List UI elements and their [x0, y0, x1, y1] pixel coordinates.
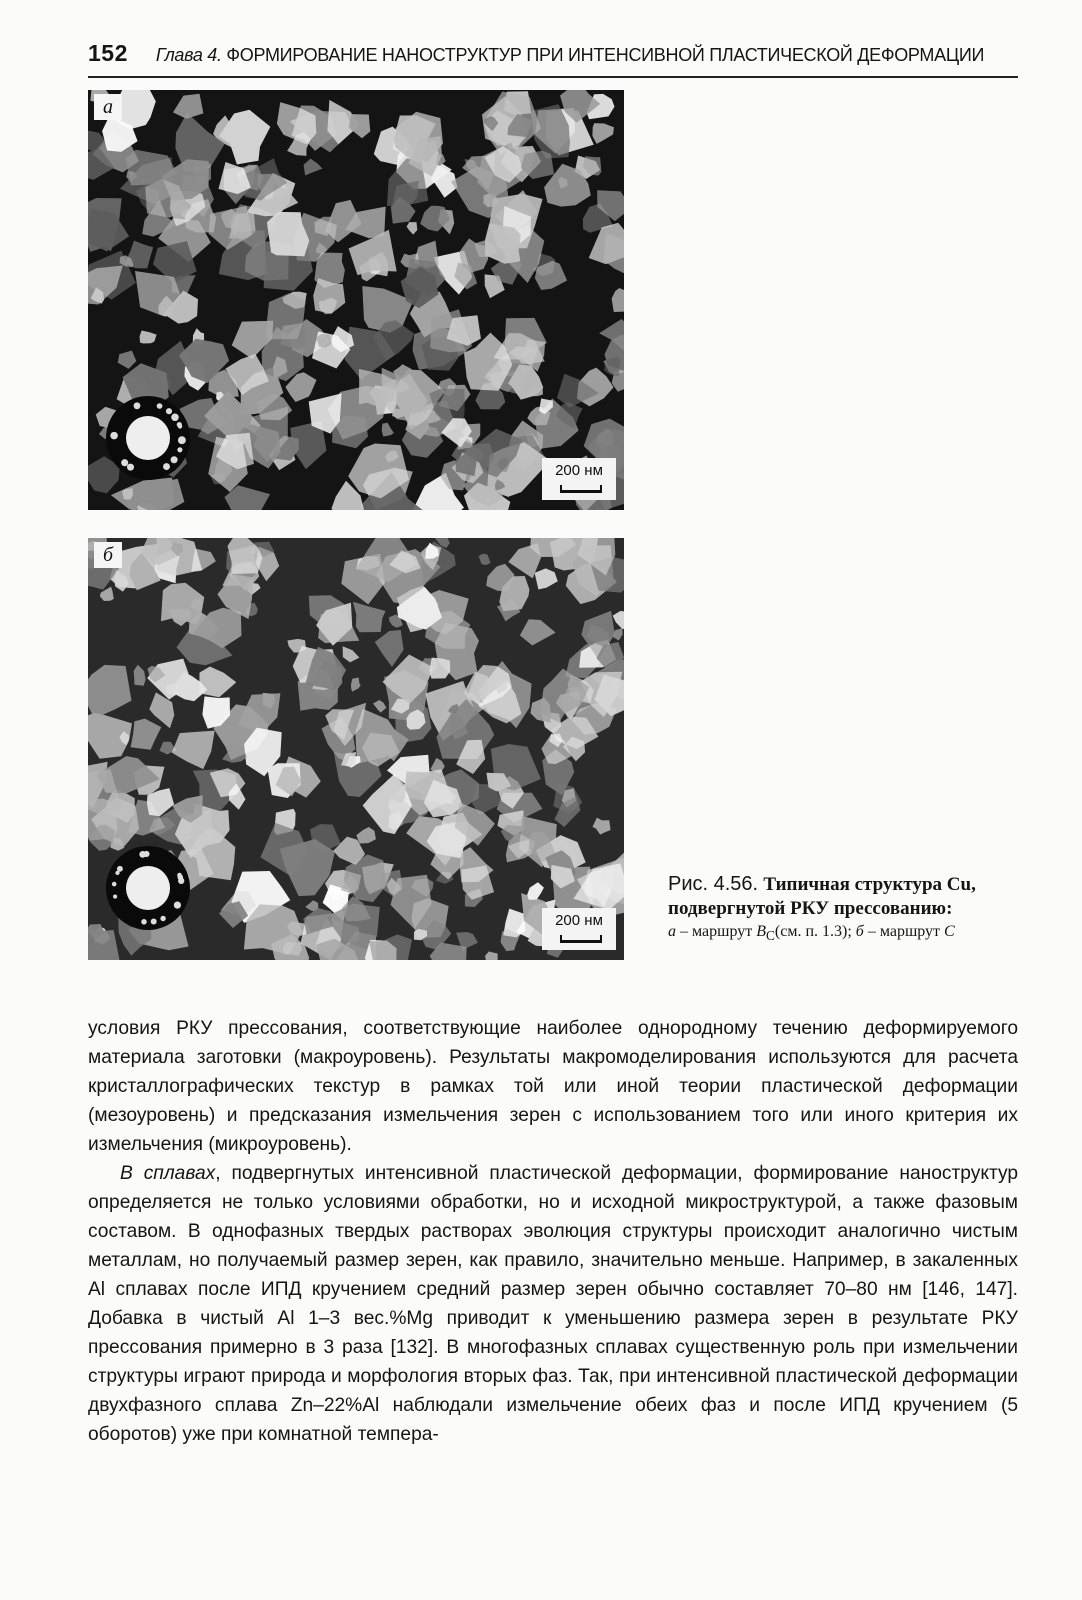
diffraction-spot: [160, 916, 165, 921]
page-number: 152: [88, 40, 128, 66]
diffraction-spot: [110, 432, 118, 440]
paragraph-1: условия РКУ прессования, соответствующие наиболее однородному течению деформируемого материала заготовки (макроуровень). Результаты макромоделирования используются для расчета кристаллографических текстур в рамках той или иной теории пластической деформации (мезоуровень) и предсказания измельчения зерен с использованием того или иного критерия их измельчения (микроуровень).: [88, 1018, 1018, 1155]
paragraph-2: [88, 1159, 1018, 1449]
diffraction-center: [126, 416, 170, 460]
diffraction-spot: [178, 878, 184, 884]
micrograph-b: [88, 538, 624, 960]
panel-label-a: а: [94, 94, 122, 120]
paragraph-2-text: , подвергнутых интенсивной пластической деформации, формирование наноструктур определяется не только условиями обработки, но и исходной микроструктурой, а также фазовым составом. В однофазных твердых растворах эволюция структуры происходит аналогично чистым металлам, но получаемый размер зерен, как правило, значительно меньше. Например, в закаленных Al сплавах после ИПД кручением средний размер зерен обычно составляет 70–80 нм [146, 147]. Добавка в чистый Al 1–3 вес.%Mg приводит к уменьшению размера зерен в результате РКУ прессования примерно в 3 раза [132]. В многофазных сплавах существенную роль при измельчении структуры играют природа и морфология вторых фаз. Так, при интенсивной пластической деформации двухфазного сплава Zn–22%Al наблюдали измельчение обеих фаз и после ИПД кручением (5 оборотов) уже при комнатной темпера-: [88, 1163, 1019, 1445]
scale-bar-line-a: [560, 485, 602, 493]
panel-label-b: б: [94, 542, 122, 568]
micrograph-a-image: [88, 90, 624, 510]
diffraction-spot: [163, 463, 170, 470]
diffraction-spot: [121, 459, 128, 466]
diffraction-spot: [171, 414, 179, 422]
diffraction-spot: [157, 404, 162, 409]
micrograph-a: [88, 90, 624, 510]
chapter-title-text: ФОРМИРОВАНИЕ НАНОСТРУКТУР ПРИ ИНТЕНСИВНОЙ ПЛАСТИЧЕСКОЙ ДЕФОРМАЦИИ: [226, 45, 985, 65]
scale-bar-a: [542, 458, 616, 500]
diffraction-spot: [134, 402, 141, 409]
paragraph-2-lead: В сплавах: [120, 1163, 216, 1184]
subcaption-a-route: B: [756, 923, 766, 940]
chapter-title: [156, 45, 984, 66]
figure-title: Типичная структура Cu, подвергнутой РКУ прессованию:: [668, 874, 976, 919]
scale-bar-line-b: [560, 935, 602, 943]
diffraction-spot: [127, 464, 134, 471]
subcaption-a-ref: (см. п. 1.3);: [774, 923, 856, 940]
body-text: [88, 1014, 1018, 1449]
diffraction-spot: [178, 424, 182, 428]
subcaption-b-text: – маршрут: [863, 923, 945, 940]
diffraction-spot: [117, 866, 123, 872]
micrograph-b-image: [88, 538, 624, 960]
diffraction-spot: [141, 919, 147, 925]
diffraction-spot: [174, 901, 181, 908]
diffraction-spot: [171, 456, 178, 463]
diffraction-spot: [139, 851, 146, 858]
diffraction-center: [126, 866, 170, 910]
diffraction-spot: [166, 408, 172, 414]
scale-label-b: 200 нм: [555, 912, 603, 929]
grain: [429, 658, 450, 679]
diffraction-spot: [151, 918, 157, 924]
diffraction-spot: [112, 882, 117, 887]
diffraction-spot: [113, 895, 117, 899]
chapter-label: Глава 4.: [155, 45, 222, 65]
diffraction-spot: [177, 447, 182, 452]
scale-label-a: 200 нм: [555, 462, 603, 479]
scale-bar-b: [542, 908, 616, 950]
running-header: [88, 40, 1018, 78]
grain: [283, 942, 302, 956]
figure-number: Рис. 4.56.: [668, 873, 759, 895]
figure-caption: [668, 872, 1028, 947]
subcaption-a-route-sub: C: [766, 928, 775, 944]
diffraction-spot: [178, 436, 186, 444]
subcaption-b-letter: б: [855, 923, 864, 940]
figure-subcaption: [668, 921, 1028, 947]
subcaption-a-text: – маршрут: [676, 923, 757, 940]
subcaption-b-route: C: [944, 923, 955, 940]
subcaption-a-letter: а: [668, 923, 676, 940]
